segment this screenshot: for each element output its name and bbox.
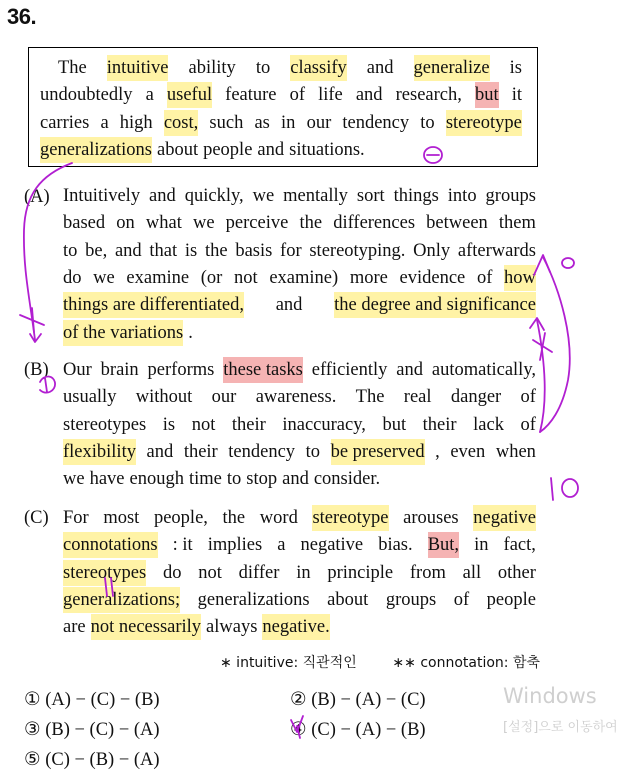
highlighted-word: how [504, 265, 536, 291]
word: such [209, 112, 244, 133]
word: their [183, 441, 218, 462]
word: arouses [403, 508, 459, 528]
choice-1[interactable]: ① (A) − (C) − (B) [24, 690, 160, 710]
word: people [203, 139, 253, 160]
text-line [63, 412, 536, 438]
highlighted-word: things are differentiated, [63, 292, 244, 318]
word: based [63, 213, 106, 234]
word: their [231, 414, 266, 435]
text-line [63, 560, 536, 586]
word: situations. [289, 139, 365, 160]
word: life [318, 85, 343, 106]
text-line [63, 320, 536, 346]
word: automatically, [431, 360, 536, 380]
word: groups [385, 589, 437, 610]
word: in [474, 535, 489, 556]
footnote-connotation: ∗∗ connotation: 함축 [392, 655, 540, 671]
word: (or [200, 267, 223, 288]
highlighted-word: classify [290, 55, 347, 81]
word: high [119, 112, 153, 133]
highlighted-word: the degree and significance [334, 292, 536, 318]
text-line [63, 265, 536, 291]
word: to [63, 240, 78, 261]
word: basis [235, 240, 273, 261]
word: to [226, 469, 242, 490]
word: to [255, 58, 271, 78]
word: For [63, 508, 89, 528]
word: word [259, 508, 298, 528]
word: other [497, 562, 536, 583]
word: efficiently [311, 360, 388, 380]
word: but [382, 414, 407, 435]
word: more [349, 267, 388, 288]
highlighted-word: But, [428, 532, 459, 558]
word: be, [85, 240, 108, 261]
word: when [495, 441, 536, 462]
word: stop [246, 469, 278, 490]
word: differences [333, 213, 416, 234]
highlighted-word: stereotype [446, 110, 522, 136]
word: and [149, 186, 176, 206]
word: about [327, 589, 369, 610]
highlighted-word: flexibility [63, 439, 136, 465]
word: performs [147, 360, 215, 380]
highlighted-word: generalizations; [63, 587, 180, 613]
highlighted-word: stereotypes [63, 560, 146, 586]
word: in [296, 562, 311, 583]
word: The [355, 387, 385, 408]
word: time [188, 469, 222, 490]
word: groups [485, 186, 536, 206]
word: even [450, 441, 486, 462]
word: as [254, 112, 270, 133]
highlighted-word: stereotype [312, 505, 388, 531]
score-digit-one [551, 478, 553, 500]
highlighted-word: but [475, 82, 499, 108]
word: fact, [503, 535, 536, 556]
word: on [116, 213, 135, 234]
word: generalizations [197, 589, 310, 610]
word: is [184, 240, 198, 261]
word: people [486, 589, 536, 610]
highlighted-word: intuitive [107, 55, 169, 81]
word: Intuitively [63, 186, 141, 206]
word: bias. [378, 535, 413, 556]
highlighted-word: negative. [262, 614, 329, 640]
word: most [103, 508, 140, 528]
word: real [403, 387, 432, 408]
text-line [63, 614, 536, 640]
word: lack [473, 414, 504, 435]
word: things [393, 186, 439, 206]
word: and [275, 295, 303, 316]
text-line [63, 505, 536, 531]
word: and [146, 441, 174, 462]
word: do [63, 267, 82, 288]
word: negative [300, 535, 364, 556]
word: from [409, 562, 446, 583]
choice-5[interactable]: ⑤ (C) − (B) − (A) [24, 750, 160, 770]
text-line [63, 292, 536, 318]
text-line [63, 238, 536, 264]
word: enough [129, 469, 184, 490]
word: Our [63, 360, 92, 380]
word: and [114, 240, 142, 261]
word: Only [413, 240, 451, 261]
question-number: 36. [7, 4, 37, 29]
highlighted-word: negative [473, 505, 536, 531]
highlighted-word: not necessarily [91, 614, 201, 640]
word: principle [327, 562, 394, 583]
choice-3[interactable]: ③ (B) − (C) − (A) [24, 720, 160, 740]
word: and [355, 85, 383, 106]
word: we [252, 186, 275, 206]
text-line [63, 439, 536, 465]
highlighted-word: these tasks [223, 357, 303, 383]
word: tendency [228, 441, 296, 462]
word: their [422, 414, 457, 435]
word: not [198, 562, 222, 583]
word: danger [450, 387, 502, 408]
paragraph-label-b: (B) [24, 360, 49, 380]
word: are [63, 617, 86, 638]
word: of [520, 387, 536, 408]
x-mark-left [20, 308, 44, 332]
word: a [277, 535, 286, 556]
footnote-intuitive: ∗ intuitive: 직관적인 [220, 655, 357, 671]
circle-o-mark [562, 258, 574, 268]
word: not [191, 414, 216, 435]
paragraph-label-c: (C) [24, 508, 49, 528]
word: we [63, 469, 85, 490]
word: afterwards [457, 240, 536, 261]
word: awareness. [255, 387, 337, 408]
word: for [280, 240, 302, 261]
word: research, [395, 85, 462, 106]
word: people, [153, 508, 208, 528]
word: we [93, 267, 115, 288]
word: stereotyping. [309, 240, 406, 261]
word: into [447, 186, 477, 206]
word: examine) [269, 267, 339, 288]
footnotes [220, 652, 540, 672]
word: sort [356, 186, 385, 206]
word: . [188, 322, 193, 343]
word: of [520, 414, 536, 435]
word: undoubtedly [40, 85, 133, 106]
word: The [58, 58, 87, 78]
word: : it [172, 535, 193, 556]
paragraph-label-a: (A) [24, 187, 50, 207]
word: and [396, 360, 424, 380]
arrow-up-right [534, 255, 550, 275]
highlighted-word: be preserved [331, 439, 425, 465]
word: about [156, 139, 199, 160]
word: inaccuracy, [282, 414, 366, 435]
word: consider. [313, 469, 381, 490]
text-line [63, 587, 536, 613]
word: to [420, 112, 435, 133]
windows-activation-subtitle: [설정]으로 이동하여 [503, 720, 618, 735]
text-line [63, 532, 536, 558]
text-line [40, 137, 522, 163]
word: the [222, 508, 246, 528]
word: what [145, 213, 182, 234]
word: have [89, 469, 125, 490]
word: carries [40, 112, 90, 133]
word: it [511, 85, 522, 106]
word: feature [225, 85, 277, 106]
word: is [509, 58, 522, 78]
word: , [435, 441, 440, 462]
text-line [63, 466, 536, 492]
word: of [289, 85, 306, 106]
highlighted-word: connotations [63, 532, 158, 558]
highlighted-word: generalize [414, 55, 490, 81]
text-line [63, 210, 536, 236]
choice-4[interactable]: ④ (C) − (A) − (B) [290, 720, 426, 740]
word: brain [100, 360, 139, 380]
word: examine [126, 267, 190, 288]
word: we [192, 213, 215, 234]
word: stereotypes [63, 414, 147, 435]
text-line [40, 82, 522, 108]
word: without [135, 387, 193, 408]
word: evidence [399, 267, 466, 288]
highlighted-word: cost, [164, 110, 198, 136]
word: not [234, 267, 258, 288]
word: and [257, 139, 285, 160]
text-line [63, 384, 536, 410]
word: of [453, 589, 470, 610]
word: all [462, 562, 482, 583]
word: usually [63, 387, 117, 408]
word: mentally [283, 186, 348, 206]
word: to [305, 441, 321, 462]
word: a [145, 85, 154, 106]
word: the [299, 213, 323, 234]
word: our [211, 387, 237, 408]
text-line [63, 357, 536, 383]
word: in [281, 112, 296, 133]
word: always [206, 617, 258, 638]
word: do [163, 562, 182, 583]
word: them [498, 213, 536, 234]
word: ability [188, 58, 236, 78]
choice-2[interactable]: ② (B) − (A) − (C) [290, 690, 426, 710]
word: implies [207, 535, 263, 556]
word: tendency [342, 112, 410, 133]
word: between [426, 213, 488, 234]
text-line [58, 55, 522, 81]
highlighted-word: generalizations [40, 137, 152, 163]
highlighted-word: useful [167, 82, 212, 108]
word: of [476, 267, 493, 288]
word: and [282, 469, 309, 490]
word: our [306, 112, 332, 133]
highlighted-word: of the variations [63, 320, 183, 346]
word: perceive [225, 213, 289, 234]
word: a [100, 112, 109, 133]
text-line [63, 183, 536, 209]
score-digit-zero [562, 479, 578, 497]
text-line [40, 110, 522, 136]
word: differ [238, 562, 280, 583]
word: and [366, 58, 394, 78]
windows-activation-watermark: Windows [503, 684, 597, 708]
word: the [204, 240, 228, 261]
word: quickly, [184, 186, 244, 206]
word: that [149, 240, 178, 261]
word: is [162, 414, 176, 435]
